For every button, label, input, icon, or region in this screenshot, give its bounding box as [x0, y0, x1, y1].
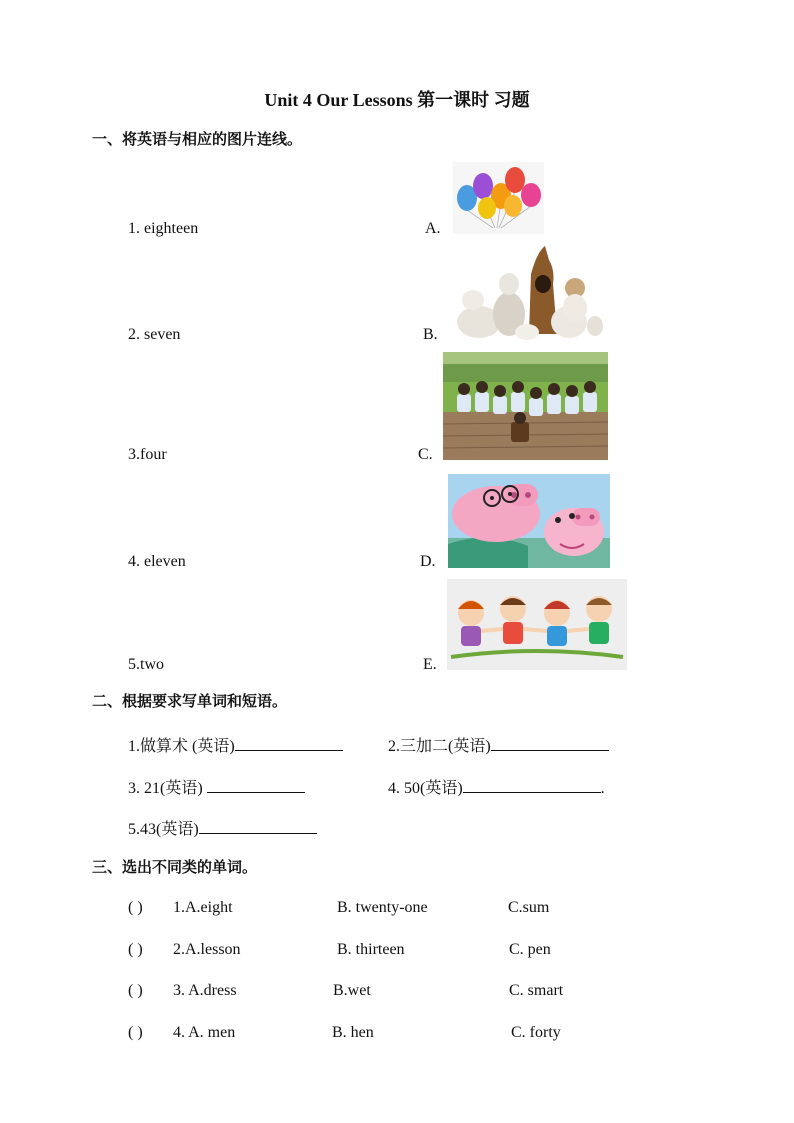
choice-paren[interactable]: ( ) — [128, 982, 143, 999]
word-item: 1. eighteen — [128, 220, 199, 237]
dogs-icon — [449, 244, 603, 342]
section2-heading: 二、根据要求写单词和短语。 — [92, 692, 288, 710]
fill-item-3 — [128, 775, 305, 798]
picture-letter: D. — [420, 553, 436, 570]
fill-item-4 — [388, 775, 605, 798]
picture-letter: E. — [423, 656, 437, 673]
cartoon-kids-picture — [447, 579, 627, 670]
choice-option-a: 4. A. men — [173, 1024, 236, 1041]
picture-letter: A. — [425, 220, 441, 237]
choice-option-c: C. pen — [509, 941, 551, 958]
choice-option-c: C. smart — [509, 982, 564, 999]
fill-item-2 — [388, 733, 609, 756]
choice-option-a: 1.A.eight — [173, 899, 233, 916]
word-item: 2. seven — [128, 326, 181, 343]
cartoon-kids-icon — [447, 579, 627, 670]
fill-item-suffix: . — [600, 780, 605, 797]
fill-item-label: 1.做算术 (英语) — [128, 738, 235, 755]
dogs-picture — [449, 244, 603, 342]
fill-item-label: 5.43(英语) — [128, 821, 199, 838]
fill-item-label: 3. 21(英语) — [128, 780, 207, 797]
children-icon — [443, 352, 608, 460]
choice-option-a: 2.A.lesson — [173, 941, 241, 958]
fill-item-label: 4. 50(英语) — [388, 780, 463, 797]
choice-option-b: B. twenty-one — [337, 899, 428, 916]
fill-item-label: 2.三加二(英语) — [388, 738, 491, 755]
section3-heading: 三、选出不同类的单词。 — [92, 858, 258, 876]
picture-letter: B. — [423, 326, 438, 343]
choice-option-b: B. thirteen — [337, 941, 405, 958]
word-item: 4. eleven — [128, 553, 186, 570]
word-item: 3.four — [128, 446, 167, 463]
choice-paren[interactable]: ( ) — [128, 899, 143, 916]
pigs-icon — [448, 474, 610, 568]
balloons-picture — [453, 162, 544, 234]
choice-option-a: 3. A.dress — [173, 982, 237, 999]
balloons-icon — [453, 162, 544, 234]
choice-option-b: B.wet — [333, 982, 371, 999]
pigs-picture — [448, 474, 610, 568]
answer-blank[interactable] — [235, 736, 343, 751]
choice-option-b: B. hen — [332, 1024, 374, 1041]
choice-option-c: C.sum — [508, 899, 550, 916]
choice-paren[interactable]: ( ) — [128, 941, 143, 958]
fill-item-1 — [128, 733, 343, 756]
page-title: Unit 4 Our Lessons 第一课时 习题 — [264, 90, 530, 110]
answer-blank[interactable] — [463, 778, 601, 793]
answer-blank[interactable] — [207, 778, 305, 793]
picture-letter: C. — [418, 446, 433, 463]
choice-option-c: C. forty — [511, 1024, 561, 1041]
answer-blank[interactable] — [491, 736, 609, 751]
choice-paren[interactable]: ( ) — [128, 1024, 143, 1041]
fill-item-5 — [128, 816, 317, 839]
answer-blank[interactable] — [199, 819, 317, 834]
children-picture — [443, 352, 608, 460]
word-item: 5.two — [128, 656, 164, 673]
section1-heading: 一、将英语与相应的图片连线。 — [92, 130, 303, 148]
